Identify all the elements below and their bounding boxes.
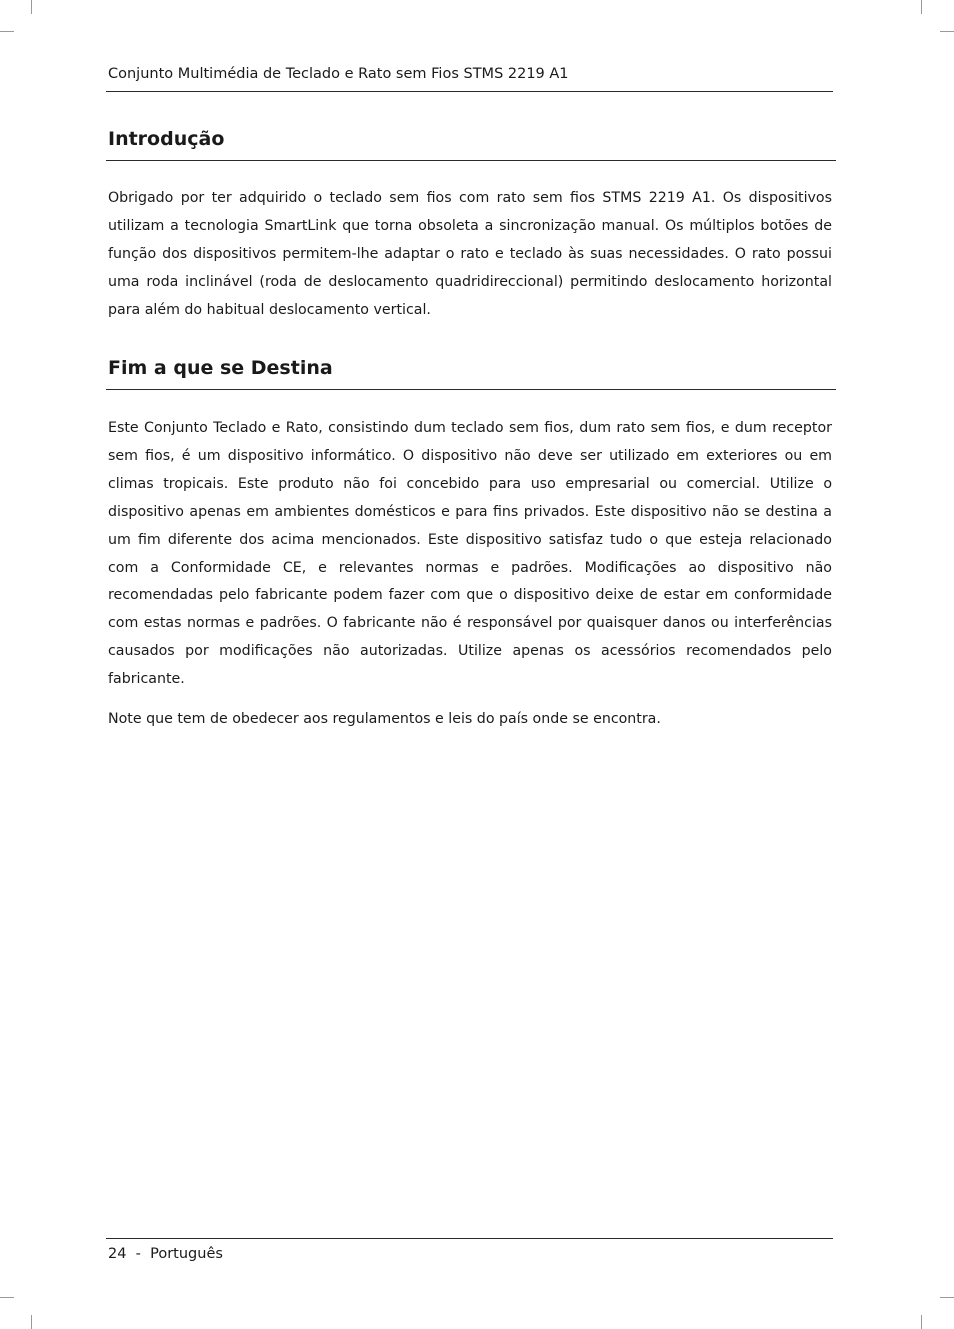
crop-mark xyxy=(31,0,32,14)
crop-mark xyxy=(31,1315,32,1329)
page-footer: 24 - Português xyxy=(108,1246,223,1262)
crop-mark xyxy=(940,31,954,32)
running-header: Conjunto Multimédia de Teclado e Rato sem Fios STMS 2219 A1 xyxy=(108,66,569,82)
crop-mark xyxy=(940,1297,954,1298)
section-title-fim-a-que-se-destina: Fim a que se Destina xyxy=(108,357,333,379)
crop-mark xyxy=(921,0,922,14)
footer-rule xyxy=(106,1238,833,1239)
crop-mark xyxy=(0,31,14,32)
section-rule xyxy=(106,389,836,390)
paragraph: Este Conjunto Teclado e Rato, consistindo dum teclado sem fios, dum rato sem fios, e dum receptor sem fios, é um dispositivo informático. O dispositivo não deve ser utilizado em exteriores ou em climas tropicais. Este produto não foi concebido para uso empresarial ou comercial. Utilize o dispositivo apenas em ambientes domésticos e para fins privados. Este dispositivo não se destina a um fim diferente dos acima mencionados. Este dispositivo satisfaz tudo o que esteja relacionado com a Conformidade CE, e relevantes normas e padrões. Modificações ao dispositivo não recomendadas pelo fabricante podem fazer com que o dispositivo deixe de estar em conformidade com estas normas e padrões. O fabricante não é responsável por quaisquer danos ou interferências causados por modificações não autorizadas. Utilize apenas os acessórios recomendados pelo fabricante. xyxy=(108,420,832,688)
header-rule xyxy=(106,91,833,92)
section-title-introducao: Introdução xyxy=(108,128,225,150)
section-rule xyxy=(106,160,836,161)
paragraph: Note que tem de obedecer aos regulamentos e leis do país onde se encontra. xyxy=(108,711,661,727)
crop-mark xyxy=(0,1297,14,1298)
paragraph: Obrigado por ter adquirido o teclado sem fios com rato sem fios STMS 2219 A1. Os dispositivos utilizam a tecnologia SmartLink que torna obsoleta a sincronização manual. Os múltiplos botões de função dos dispositivos permitem-lhe adaptar o rato e teclado às suas necessidades. O rato possui uma roda inclinável (roda de deslocamento quadridireccional) permitindo deslocamento horizontal para além do habitual deslocamento vertical. xyxy=(108,190,832,318)
crop-mark xyxy=(921,1315,922,1329)
